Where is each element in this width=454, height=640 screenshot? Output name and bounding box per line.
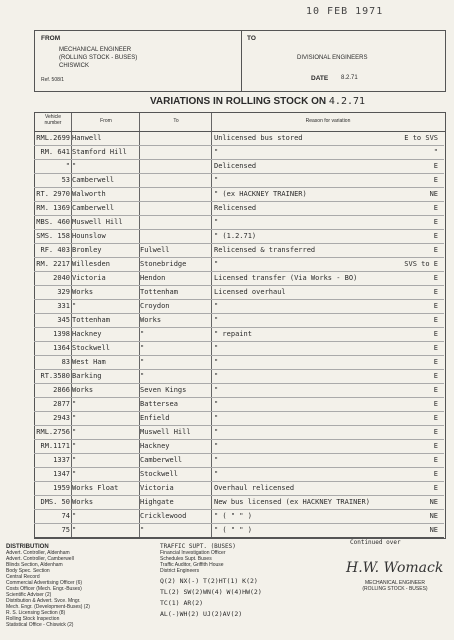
distribution-item: Distribution & Advert. Svce. Mngr.: [6, 598, 81, 604]
to-value: DIVISIONAL ENGINEERS: [297, 55, 368, 61]
to-label: TO: [247, 35, 256, 42]
table-row: 2943 " Enfield " E: [34, 411, 444, 426]
signoff-block: [340, 580, 450, 592]
table-row: SMS. 158 Hounslow " (1.2.71) E: [34, 229, 444, 244]
date-value: 8.2.71: [341, 75, 358, 81]
table-row: 1398 Hackney " " repaint E: [34, 327, 444, 342]
col-from-header: From: [100, 118, 112, 124]
table-row: RF. 403 Bromley Fulwell Relicensed & transferred E: [34, 243, 444, 258]
page-title: [150, 96, 365, 107]
from-line-1: MECHANICAL ENGINEER: [59, 47, 132, 53]
table-row: 1364 Stockwell " " E: [34, 341, 444, 356]
col-vehicle-header: Vehicle number: [44, 114, 62, 126]
table-row: RML.2699 Hanwell Unlicensed bus stored E to SVS: [34, 131, 444, 146]
table-row: RT. 2970 Walworth " (ex HACKNEY TRAINER) NE: [34, 187, 444, 202]
table-row: 1337 " Camberwell " E: [34, 453, 444, 468]
distribution-block: [6, 544, 156, 628]
table-row: RT.3580 Barking " " E: [34, 369, 444, 384]
table-row: MBS. 460 Muswell Hill " E: [34, 215, 444, 230]
from-line-2: (ROLLING STOCK - BUSES): [59, 55, 138, 61]
signoff-line: (ROLLING STOCK - BUSES): [362, 586, 428, 592]
received-stamp: 10 FEB 1971: [306, 6, 384, 17]
depot-codes: Q(2) NX(-) T(2)HT(1) K(2): [160, 577, 258, 585]
table-row: 74 " Cricklewood " ( " " ) NE: [34, 509, 444, 524]
table-row: 2040 Victoria Hendon Licensed transfer (Via Works - BO) E: [34, 271, 444, 286]
table-row: 53 Camberwell " E: [34, 173, 444, 188]
table-row: RM. 2217 Willesden Stonebridge " SVS to E: [34, 257, 444, 272]
title-text: VARIATIONS IN ROLLING STOCK ON: [150, 96, 327, 107]
distribution-item: Advert. Controller, Camberwell: [6, 556, 74, 562]
distribution-item: Body Spec. Section: [6, 568, 50, 574]
signature: H.W. Womack: [346, 560, 444, 576]
table-row: 2877 " Battersea " E: [34, 397, 444, 412]
distribution-item: Blinds Section, Aldenham: [6, 562, 63, 568]
table-row: 83 West Ham " " E: [34, 355, 444, 370]
from-line-3: CHISWICK: [59, 63, 89, 69]
table-row: 345 Tottenham Works " E: [34, 313, 444, 328]
distribution-title: DISTRIBUTION: [6, 544, 49, 550]
distribution-item: Rolling Stock Inspection: [6, 616, 60, 622]
depot-codes: AL(-)WH(2) UJ(2)AV(2): [160, 610, 243, 618]
distribution-item: Mech. Engr. (Development-Buses) (2): [6, 604, 90, 610]
ref-label: Ref. 508/1: [41, 77, 65, 83]
traffic-block: [160, 544, 330, 617]
table-row: 1347 " Stockwell " E: [34, 467, 444, 482]
signoff-line: MECHANICAL ENGINEER: [364, 580, 426, 586]
depot-codes: TC(1) AR(2): [160, 599, 204, 607]
table-row: 329 Works Tottenham Licensed overhaul E: [34, 285, 444, 300]
table-row: RM. 1369 Camberwell Relicensed E: [34, 201, 444, 216]
distribution-item: Statistical Office - Chiswick (2): [6, 622, 74, 628]
distribution-item: Advert. Controller, Aldenham: [6, 550, 70, 556]
table-row: 2866 Works Seven Kings " E: [34, 383, 444, 398]
distribution-item: Commercial Advertising Officer (6): [6, 580, 83, 586]
traffic-item: Traffic Auditor, Griffith House: [160, 562, 224, 568]
traffic-title: TRAFFIC SUPT. (BUSES): [160, 543, 236, 550]
depot-codes: TL(2) SW(2)WN(4) W(4)HW(2): [160, 588, 262, 596]
table-row: 75 " " " ( " " ) NE: [34, 523, 444, 538]
table-row: 331 " Croydon " E: [34, 299, 444, 314]
table-row: DMS. 50 Works Highgate New bus licensed (ex HACKNEY TRAINER) NE: [34, 495, 444, 510]
date-label: DATE: [311, 75, 329, 82]
distribution-item: R. S. Licensing Section (8): [6, 610, 66, 616]
continued-over: Continued over: [350, 539, 401, 546]
traffic-item: Financial Investigation Officer: [160, 550, 226, 556]
distribution-item: Costs Officer (Mech. Engr.-Buses): [6, 586, 82, 592]
memo-header: [34, 30, 446, 92]
table-row: " " Delicensed E: [34, 159, 444, 174]
distribution-item: Central Record: [6, 574, 40, 580]
table-row: RML.2756 " Muswell Hill " E: [34, 425, 444, 440]
table-row: RM. 641 Stamford Hill " ": [34, 145, 444, 160]
traffic-item: District Engineers: [160, 568, 200, 574]
col-reason-header: Reason for variation: [305, 118, 351, 124]
title-date: 4.2.71: [328, 96, 366, 107]
table-row: RM.1171 " Hackney " E: [34, 439, 444, 454]
distribution-item: Scientific Adviser (2): [6, 592, 52, 598]
from-label: FROM: [41, 35, 61, 42]
traffic-item: Schedules Supt. Buses: [160, 556, 212, 562]
table-row: 1959 Works Float Victoria Overhaul relicensed E: [34, 481, 444, 496]
col-to-header: To: [173, 118, 179, 124]
